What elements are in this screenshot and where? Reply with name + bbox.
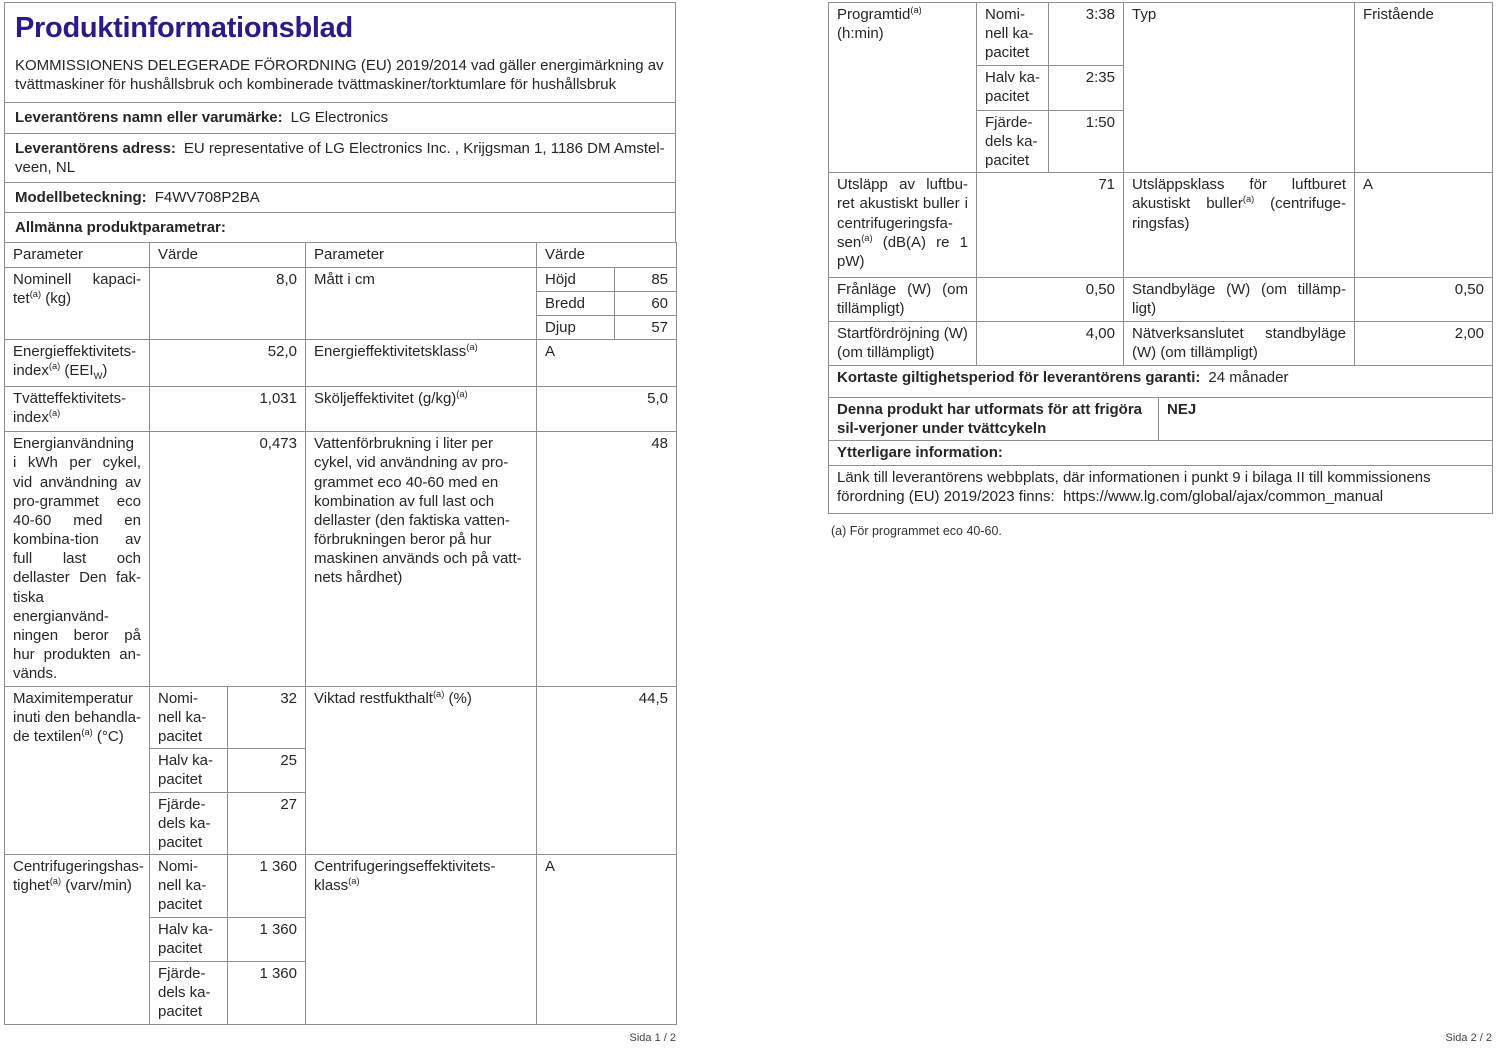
- sub-label-nominal: Nomi-nell ka-pacitet: [150, 855, 228, 918]
- value-cell-energy-class: A: [537, 340, 677, 387]
- sub-value-quarter: 27: [228, 792, 306, 855]
- sub-label-nominal: Nomi-nell ka-pacitet: [977, 3, 1049, 66]
- supplier-address-label: Leverantörens adress:: [15, 139, 176, 157]
- value-cell-capacity: 8,0: [150, 267, 306, 340]
- page2-footer: Sida 2 / 2: [1445, 1032, 1492, 1044]
- sub-value-quarter: 1:50: [1049, 110, 1124, 173]
- table-row: [829, 3, 1493, 66]
- table-row: [5, 267, 677, 291]
- model-row: [5, 182, 675, 212]
- guarantee-cell: [829, 365, 1493, 397]
- table-row: [829, 173, 1493, 278]
- value-cell-water-use: 48: [537, 432, 677, 686]
- param-cell-capacity: Nominell kapaci-tet$^{(a)}$ (kg): [5, 267, 150, 340]
- value-cell-standby: 0,50: [1355, 278, 1493, 321]
- param-cell-spin-speed: Centrifugeringshas-tighet$^{(a)}$ (varv/min): [5, 855, 150, 1025]
- supplier-link-text: Länk till leverantörens webbplats, där informationen i punkt 9 i bilaga II till kommissionens förordning (EU) 2019/2023 finns: https://www.lg.com/global/ajax/common_manual: [829, 465, 1493, 513]
- value-cell-off-mode: 0,50: [977, 278, 1124, 321]
- page-1: [4, 2, 676, 1025]
- table-row: [829, 278, 1493, 321]
- param-cell-delay-start: Startfördröjning (W) (om tillämpligt): [829, 321, 977, 365]
- sub-value-nominal: 32: [228, 686, 306, 749]
- param-cell-energy-use: Energianvändning i kWh per cykel, vid användning av pro-grammet eco 40-60 med en kombina-tion av full last och dellaster Den fak-tiska energianvänd-ningen beror på hur produkten an-vänds.: [5, 432, 150, 686]
- table-row: [5, 855, 677, 918]
- sub-label-quarter: Fjärde-dels ka-pacitet: [977, 110, 1049, 173]
- value-cell-delay-start: 4,00: [977, 321, 1124, 365]
- general-params-row: [5, 212, 675, 242]
- sub-label-quarter: Fjärde-dels ka-pacitet: [150, 962, 228, 1025]
- param-cell-noise-class: Utsläppsklass för luftburet akustiskt buller$^{(a)}$ (centrifuge-ringsfas): [1124, 173, 1355, 278]
- silver-ions-label: Denna produkt har utformats för att frigöra sil-verjoner under tvättcykeln: [829, 398, 1159, 440]
- value-cell-energy-use: 0,473: [150, 432, 306, 686]
- regulation-text: KOMMISSIONENS DELEGERADE FÖRORDNING (EU) 2019/2014 vad gäller energimärkning av tvättmaskiner för hushållsbruk och kombinerade tvättmaskiner/torktumlare för hushållsbruk: [15, 57, 664, 94]
- dim-value-width: 60: [615, 291, 677, 315]
- table-row: [829, 321, 1493, 365]
- sub-value-half: 2:35: [1049, 65, 1124, 110]
- table-row: [5, 686, 677, 749]
- page1-footer: Sida 1 / 2: [629, 1032, 676, 1044]
- header-value-2: Värde: [537, 243, 677, 267]
- sub-label-quarter: Fjärde-dels ka-pacitet: [150, 792, 228, 855]
- sub-value-half: 1 360: [228, 918, 306, 962]
- sub-value-quarter: 1 360: [228, 962, 306, 1025]
- value-cell-networked-standby: 2,00: [1355, 321, 1493, 365]
- param-cell-spin-class: Centrifugeringseffektivitets-klass$^{(a)}$: [306, 855, 537, 1025]
- page1-header-box: [4, 2, 676, 242]
- dim-label-width: Bredd: [537, 291, 615, 315]
- param-cell-type: Typ: [1124, 3, 1355, 173]
- silver-ions-cell: [829, 397, 1493, 440]
- footnote-a: (a) För programmet eco 40-60.: [831, 523, 1002, 538]
- sub-value-half: 25: [228, 749, 306, 792]
- value-cell-type: Fristående: [1355, 3, 1493, 173]
- table-row: [5, 387, 677, 432]
- silver-ions-split: [829, 398, 1492, 440]
- param-cell-networked-standby: Nätverksanslutet standbyläge (W) (om tillämpligt): [1124, 321, 1355, 365]
- param-cell-water-use: Vattenförbrukning i liter per cykel, vid användning av pro-grammet eco 40-60 med en kombination av full last och dellaster (den faktiska vatten-förbrukningen beror på hur maskinen används och på vatt-nets hårdhet): [306, 432, 537, 686]
- param-cell-noise: Utsläpp av luftbu-ret akustiskt buller i centrifugeringsfa-sen$^{(a)}$ (dB(A) re 1 pW): [829, 173, 977, 278]
- table-row: [5, 340, 677, 387]
- silver-ions-value: NEJ: [1167, 400, 1197, 418]
- header-value-1: Värde: [150, 243, 306, 267]
- guarantee-value: 24 månader: [1208, 368, 1289, 386]
- dim-label-height: Höjd: [537, 267, 615, 291]
- page-2: [828, 2, 1492, 539]
- supplier-address-row: [5, 133, 675, 182]
- param-cell-rinsing: Sköljeffektivitet $(g/kg)^{(a)}$: [306, 387, 537, 432]
- parameters-table-page2: [828, 2, 1493, 514]
- link-row: [829, 465, 1493, 513]
- dim-label-depth: Djup: [537, 315, 615, 339]
- value-cell-noise-class: A: [1355, 173, 1493, 278]
- param-cell-standby: Standbyläge (W) (om tillämp-ligt): [1124, 278, 1355, 321]
- value-cell-eei: 52,0: [150, 340, 306, 387]
- param-cell-washing-index: Tvätteffektivitets-index$^{(a)}$: [5, 387, 150, 432]
- document-title: Produktinformationsblad: [15, 12, 353, 44]
- header-parameter-1: Parameter: [5, 243, 150, 267]
- dim-value-height: 85: [615, 267, 677, 291]
- param-cell-energy-class: Energieffektivitetsklass$^{(a)}$: [306, 340, 537, 387]
- supplier-address-value: EU representative of LG Electronics Inc. , Krijgsman 1, 1186 DM Amstel-veen, NL: [15, 139, 665, 176]
- sub-label-half: Halv ka-pacitet: [977, 65, 1049, 110]
- supplier-name-label: Leverantörens namn eller varumärke:: [15, 109, 283, 127]
- param-cell-dimensions: Mått i cm: [306, 267, 537, 340]
- header-parameter-2: Parameter: [306, 243, 537, 267]
- value-cell-washing-index: 1,031: [150, 387, 306, 432]
- supplier-name-row: [5, 102, 675, 132]
- value-cell-spin-class: A: [537, 855, 677, 1025]
- sub-value-nominal: 3:38: [1049, 3, 1124, 66]
- sub-label-nominal: Nomi-nell ka-pacitet: [150, 686, 228, 749]
- title-section: [5, 3, 675, 102]
- dim-value-depth: 57: [615, 315, 677, 339]
- model-value: F4WV708P2BA: [154, 189, 260, 207]
- table-row: [5, 432, 677, 686]
- value-cell-noise: 71: [977, 173, 1124, 278]
- silver-ions-row: [829, 397, 1493, 440]
- sub-label-half: Halv ka-pacitet: [150, 749, 228, 792]
- parameters-table-page1: [4, 242, 677, 1025]
- value-cell-moisture: 44,5: [537, 686, 677, 855]
- param-cell-moisture: Viktad restfukthalt$^{(a)}$ (%): [306, 686, 537, 855]
- more-info-label: Ytterligare information:: [829, 440, 1493, 465]
- param-cell-programme-time: Programtid$^{(a)}$ (h:min): [829, 3, 977, 173]
- guarantee-row: [829, 365, 1493, 397]
- param-cell-temperature: Maximitemperatur inuti den behandla-de textilen$^{(a)}$ (°C): [5, 686, 150, 855]
- sub-value-nominal: 1 360: [228, 855, 306, 918]
- more-info-row: [829, 440, 1493, 465]
- param-cell-off-mode: Frånläge (W) (om tillämpligt): [829, 278, 977, 321]
- sub-label-half: Halv ka-pacitet: [150, 918, 228, 962]
- model-label: Modellbeteckning:: [15, 189, 147, 207]
- value-cell-rinsing: 5,0: [537, 387, 677, 432]
- guarantee-label: Kortaste giltighetsperiod för leverantörens garanti:: [837, 368, 1201, 386]
- table-header-row: [5, 243, 677, 267]
- supplier-name-value: LG Electronics: [290, 109, 389, 127]
- general-params-label: Allmänna produktparametrar:: [15, 219, 226, 237]
- param-cell-eei: Energieffektivitets-index$^{(a)}$ $(EEI_W)$: [5, 340, 150, 387]
